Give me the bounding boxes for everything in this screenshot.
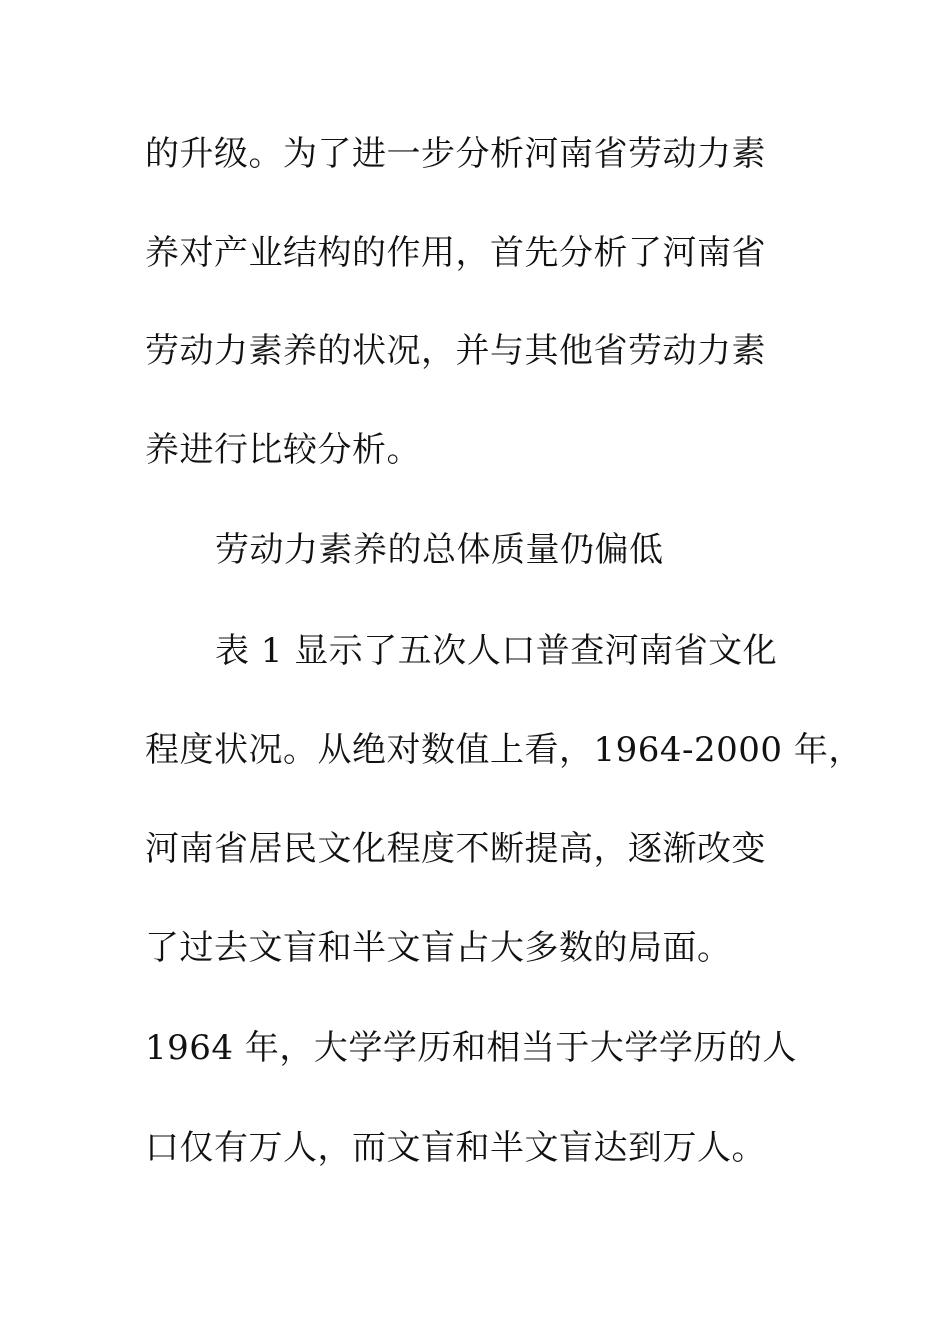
paragraph-line: 了过去文盲和半文盲占大多数的局面。	[145, 928, 732, 968]
paragraph-line: 的升级。为了进一步分析河南省劳动力素	[145, 134, 766, 174]
paragraph-line: 程度状况。从绝对数值上看，1964-2000 年，	[145, 730, 863, 770]
paragraph-line: 养进行比较分析。	[145, 430, 421, 470]
paragraph-line: 河南省居民文化程度不断提高，逐渐改变	[145, 829, 766, 869]
paragraph-line: 口仅有万人，而文盲和半文盲达到万人。	[145, 1128, 766, 1168]
paragraph-line: 养对产业结构的作用，首先分析了河南省	[145, 233, 766, 273]
paragraph-line: 劳动力素养的状况，并与其他省劳动力素	[145, 331, 766, 371]
paragraph-line: 表 1 显示了五次人口普查河南省文化	[215, 631, 778, 671]
section-heading: 劳动力素养的总体质量仍偏低	[215, 530, 664, 570]
paragraph-line: 1964 年，大学学历和相当于大学学历的人	[145, 1028, 797, 1068]
